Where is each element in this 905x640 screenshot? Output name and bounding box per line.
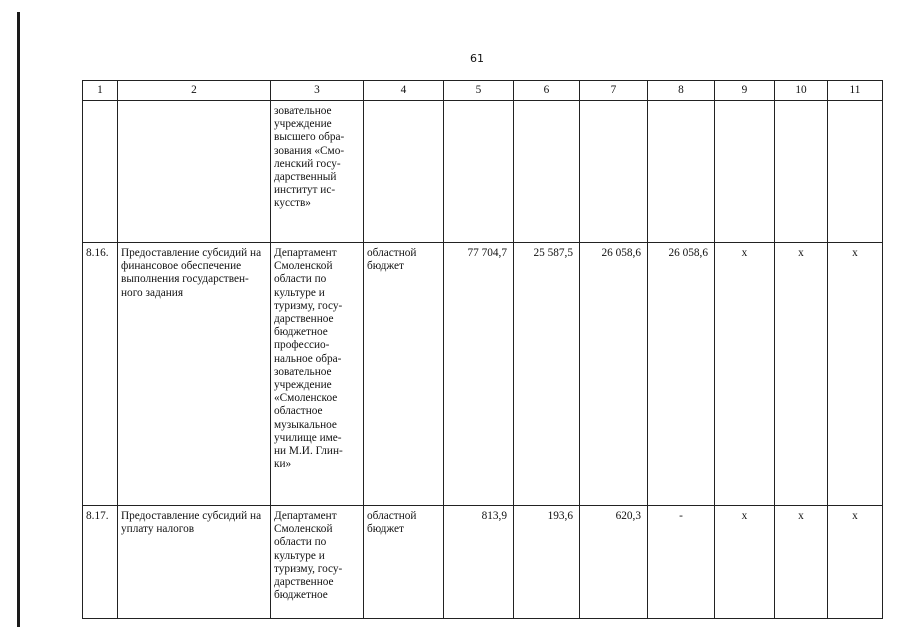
column-header: 4 <box>364 81 444 101</box>
year1-amount <box>514 101 580 243</box>
executor-cell: зовательное учреждение высшего обра- зования «Смо- ленский госу- дарственный институт ис- кусств» <box>271 101 364 243</box>
row-number <box>83 101 118 243</box>
col11-cell <box>828 101 883 243</box>
column-header: 11 <box>828 81 883 101</box>
funding-source: областной бюджет <box>364 506 444 619</box>
col11-cell: х <box>828 506 883 619</box>
executor-cell: Департамент Смоленской области по культуре и туризму, госу- дарственное бюджетное <box>271 506 364 619</box>
col10-cell: х <box>775 243 828 506</box>
row-number: 8.17. <box>83 506 118 619</box>
column-header: 5 <box>444 81 514 101</box>
column-header: 9 <box>715 81 775 101</box>
col9-cell: х <box>715 243 775 506</box>
col10-cell: х <box>775 506 828 619</box>
table-header-row <box>83 81 883 101</box>
table-row <box>83 506 883 619</box>
measure-name <box>118 101 271 243</box>
budget-table <box>82 80 883 619</box>
column-header: 6 <box>514 81 580 101</box>
row-number: 8.16. <box>83 243 118 506</box>
funding-source <box>364 101 444 243</box>
column-header: 7 <box>580 81 648 101</box>
table-row <box>83 243 883 506</box>
column-header: 3 <box>271 81 364 101</box>
total-amount <box>444 101 514 243</box>
col11-cell: х <box>828 243 883 506</box>
measure-name: Предоставление субсидий на финансовое обеспечение выполнения государствен-ного задания <box>118 243 271 506</box>
scan-edge-bar <box>17 12 20 627</box>
year2-amount: 26 058,6 <box>580 243 648 506</box>
table-row <box>83 101 883 243</box>
page-number: 61 <box>470 52 484 65</box>
column-header: 10 <box>775 81 828 101</box>
funding-source: областной бюджет <box>364 243 444 506</box>
executor-cell: Департамент Смоленской области по культуре и туризму, госу- дарственное бюджетное профессио- нальное обра- зовательное учреждение «Смоленское областное музыкальное училище име- ни М.И. Глин- ки» <box>271 243 364 506</box>
year2-amount: 620,3 <box>580 506 648 619</box>
column-header: 8 <box>648 81 715 101</box>
column-header: 1 <box>83 81 118 101</box>
measure-name: Предоставление субсидий на уплату налогов <box>118 506 271 619</box>
total-amount: 77 704,7 <box>444 243 514 506</box>
year3-amount <box>648 101 715 243</box>
year1-amount: 193,6 <box>514 506 580 619</box>
col10-cell <box>775 101 828 243</box>
year1-amount: 25 587,5 <box>514 243 580 506</box>
col9-cell <box>715 101 775 243</box>
year2-amount <box>580 101 648 243</box>
year3-amount: - <box>648 506 715 619</box>
column-header: 2 <box>118 81 271 101</box>
total-amount: 813,9 <box>444 506 514 619</box>
col9-cell: х <box>715 506 775 619</box>
year3-amount: 26 058,6 <box>648 243 715 506</box>
